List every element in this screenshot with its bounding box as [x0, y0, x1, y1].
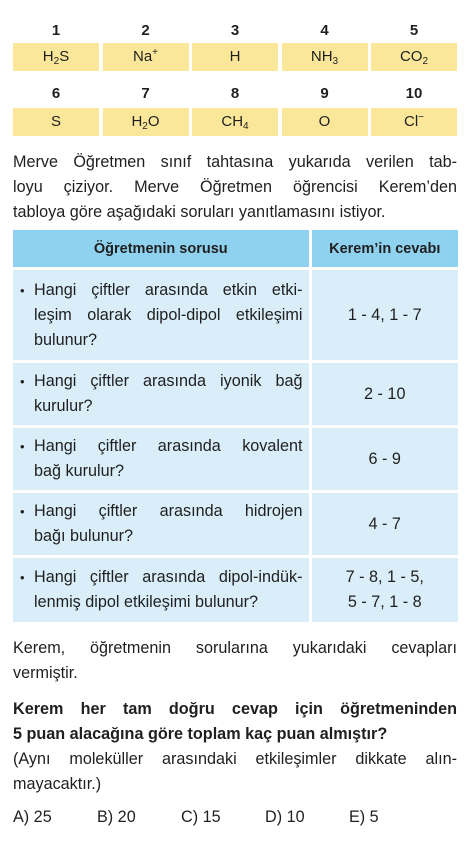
- bullet-icon: •: [20, 439, 25, 454]
- answer-text: 7 - 8, 1 - 5,: [345, 568, 424, 586]
- question-note-line: mayacaktır.): [13, 775, 102, 793]
- molecule-formula: [192, 108, 278, 136]
- formula-tail: S: [59, 48, 70, 65]
- table-row: [13, 558, 458, 622]
- question-text: lenmiş dipol etkileşimi bulunur?: [34, 593, 259, 611]
- formula-subscript: 2: [422, 56, 429, 67]
- formula-base: Na: [132, 48, 153, 65]
- question-cell: [13, 270, 309, 360]
- answer-cell: [309, 558, 459, 622]
- answer-text: 1 - 4, 1 - 7: [347, 305, 422, 324]
- formula-base: O: [318, 113, 331, 130]
- question-line: [20, 369, 303, 394]
- molecule-boxes-row-1: [13, 43, 457, 71]
- molecule-formula: [103, 43, 189, 71]
- answer-cell: [309, 270, 459, 360]
- intro-paragraph: [13, 150, 457, 225]
- formula-tail: O: [147, 113, 160, 130]
- molecule-formula: [371, 108, 457, 136]
- question-line: [20, 524, 303, 549]
- molecule-number: 8: [230, 85, 240, 102]
- question-bold-line: 5 puan alacağına göre toplam kaç puan almıştır?: [13, 725, 388, 743]
- table-row: [13, 428, 458, 490]
- question-line: [20, 328, 303, 353]
- formula-base: H: [131, 113, 143, 130]
- formula-base: H: [42, 48, 54, 65]
- question-line: [20, 499, 303, 524]
- question-text: Hangi çiftler arasında iyonik bağ: [34, 372, 303, 390]
- question-line: [20, 394, 303, 419]
- formula-base: CO: [399, 48, 423, 65]
- formula-base: NH: [310, 48, 333, 65]
- question-cell: [13, 428, 309, 490]
- question-line: [20, 590, 303, 615]
- molecule-numbers-row-1: [13, 23, 457, 39]
- question-line: [20, 565, 303, 590]
- table-row: [13, 363, 458, 425]
- answer-text: 4 - 7: [368, 514, 401, 533]
- formula-charge: −: [418, 112, 424, 123]
- question-text: Hangi çiftler arasında kovalent: [34, 437, 303, 455]
- question-text: Hangi çiftler arasında etkin etki-: [34, 280, 303, 299]
- molecule-number: 4: [320, 22, 329, 39]
- molecule-number: 2: [141, 22, 150, 39]
- formula-base: H: [229, 48, 241, 65]
- formula-subscript: 4: [243, 121, 249, 132]
- question-cell: [13, 363, 309, 425]
- answer-cell: [309, 363, 459, 425]
- question-line: [20, 303, 303, 328]
- bullet-icon: •: [20, 374, 25, 389]
- answer-text: 5 - 7, 1 - 8: [347, 593, 422, 611]
- question-text: Hangi çiftler arasında hidrojen: [34, 502, 303, 520]
- answer-cell: [309, 428, 459, 490]
- answer-paragraph: [13, 636, 457, 686]
- molecule-boxes-row-2: [13, 108, 457, 136]
- question-text: leşim olarak dipol-dipol etkileşimi: [34, 305, 303, 324]
- answer-line: Kerem, öğretmenin sorularına yukarıdaki cevapları: [13, 639, 457, 657]
- question-note-line: (Aynı moleküller arasındaki etkileşimler dikkate alın-: [13, 750, 457, 768]
- molecule-number: 7: [141, 85, 150, 102]
- answer-line: vermiştir.: [13, 664, 78, 682]
- bullet-icon: •: [20, 570, 25, 585]
- formula-charge: +: [152, 47, 159, 58]
- intro-line: Merve Öğretmen sınıf tahtasına yukarıda verilen tab-: [13, 153, 457, 171]
- molecule-formula: [192, 43, 278, 71]
- molecule-formula: [13, 43, 99, 71]
- molecule-number: 9: [320, 85, 329, 102]
- option-d[interactable]: D) 10: [265, 808, 305, 826]
- question-line: [20, 434, 303, 459]
- formula-subscript: 3: [332, 56, 339, 67]
- question-cell: [13, 493, 309, 555]
- question-stem: [13, 697, 457, 797]
- molecule-formula: [13, 108, 99, 136]
- option-e[interactable]: E) 5: [349, 808, 379, 826]
- molecule-number: 5: [409, 22, 419, 39]
- question-text: kurulur?: [34, 397, 93, 415]
- question-bold-line: Kerem her tam doğru cevap için öğretmeninden: [13, 700, 457, 718]
- question-line: [20, 278, 303, 303]
- option-b[interactable]: B) 20: [97, 808, 136, 826]
- question-text: bağı bulunur?: [34, 527, 134, 545]
- molecule-formula: [103, 108, 189, 136]
- table-row: [13, 493, 458, 555]
- option-c[interactable]: C) 15: [181, 808, 221, 826]
- answer-text: 6 - 9: [368, 449, 401, 468]
- bullet-icon: •: [20, 504, 25, 519]
- molecule-numbers-row-2: [13, 86, 457, 102]
- formula-base: S: [50, 113, 61, 130]
- question-cell: [13, 558, 309, 622]
- formula-subscript: 2: [142, 121, 148, 132]
- molecule-formula: [371, 43, 457, 71]
- intro-line: loyu çiziyor. Merve Öğretmen öğrencisi Kerem’den: [13, 178, 457, 196]
- table-row: [13, 270, 458, 360]
- answer-options: [13, 808, 433, 827]
- question-text: Hangi çiftler arasında dipol-indük-: [34, 568, 303, 586]
- question-text: bulunur?: [34, 330, 98, 349]
- option-a[interactable]: A) 25: [13, 808, 52, 826]
- molecule-formula: [282, 108, 368, 136]
- question-line: [20, 459, 303, 484]
- molecule-number: 10: [405, 85, 423, 102]
- answer-cell: [309, 493, 459, 555]
- molecule-number: 6: [51, 85, 61, 102]
- molecule-number: 3: [230, 22, 240, 39]
- formula-base: CH: [221, 113, 244, 130]
- question-answer-table: [13, 227, 458, 625]
- header-question: Öğretmenin sorusu: [13, 230, 309, 267]
- bullet-icon: •: [20, 282, 25, 298]
- formula-base: Cl: [403, 113, 419, 130]
- formula-subscript: 2: [53, 56, 60, 67]
- question-text: bağ kurulur?: [34, 462, 124, 480]
- molecule-number: 1: [51, 22, 61, 39]
- header-answer: Kerem’in cevabı: [309, 230, 459, 267]
- intro-line: tabloya göre aşağıdaki soruları yanıtlamasını istiyor.: [13, 203, 386, 221]
- molecule-formula: [282, 43, 368, 71]
- answer-text: 2 - 10: [364, 384, 406, 403]
